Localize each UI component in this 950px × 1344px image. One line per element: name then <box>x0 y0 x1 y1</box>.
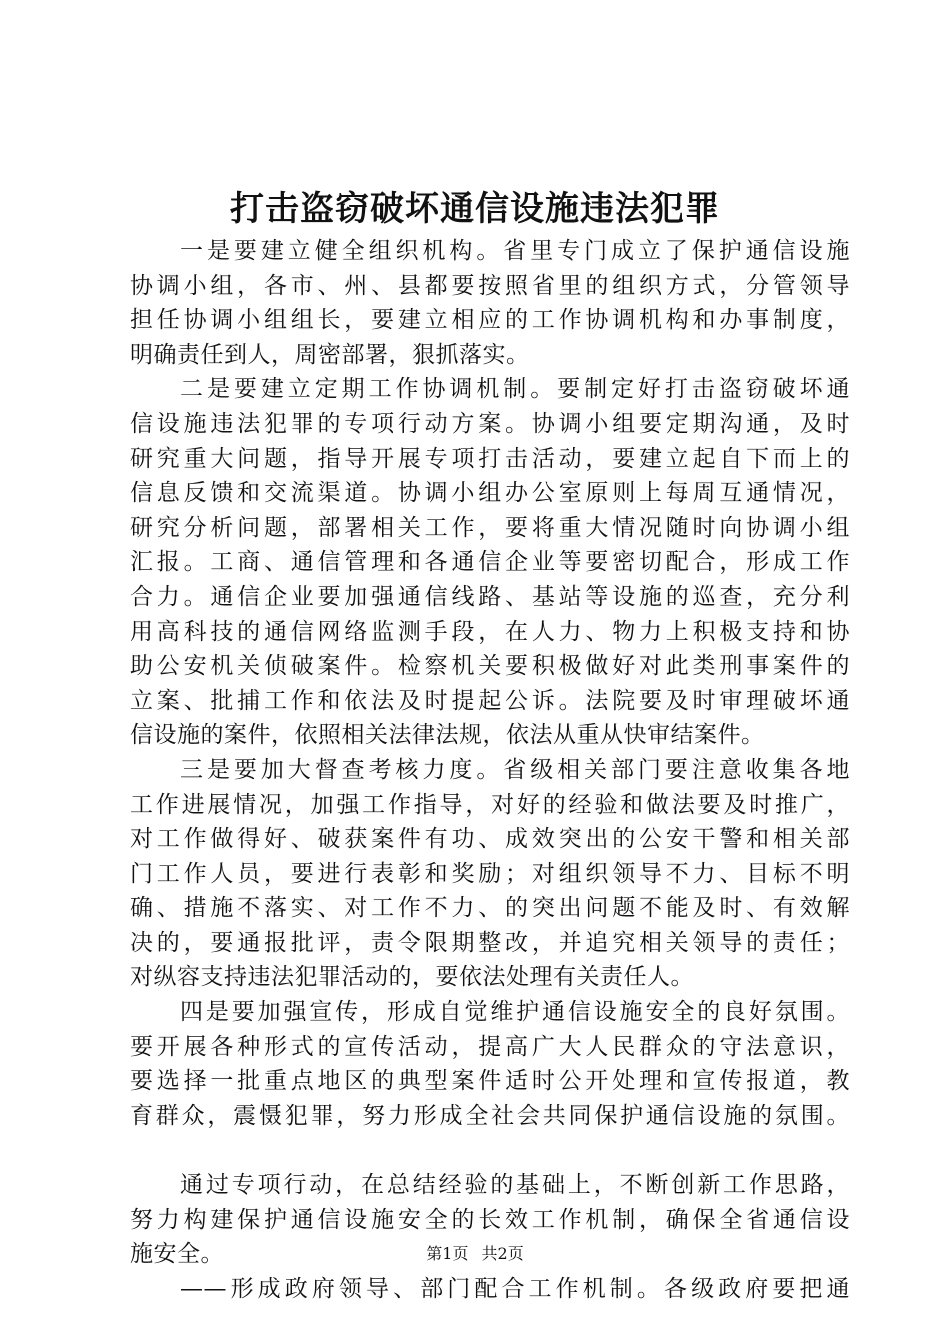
paragraph-2-line-5: 研究分析问题，部署相关工作，要将重大情况随时向协调小组 <box>130 514 850 541</box>
paragraph-3-line-4: 门工作人员，要进行表彰和奖励；对组织领导不力、目标不明 <box>130 860 850 887</box>
paragraph-2-line-10: 立案、批捕工作和依法及时提起公诉。法院要及时审理破坏通 <box>130 687 850 714</box>
paragraph-2-line-7: 合力。通信企业要加强通信线路、基站等设施的巡查，充分利 <box>130 583 850 610</box>
paragraph-3-line-2: 工作进展情况，加强工作指导，对好的经验和做法要及时推广， <box>130 791 850 818</box>
paragraph-2-line-1: 二是要建立定期工作协调机制。要制定好打击盗窃破坏通 <box>180 376 850 403</box>
page-total: 共2页 <box>481 1244 524 1263</box>
page-number: 第1页 <box>426 1244 469 1263</box>
document-body <box>130 234 850 1306</box>
paragraph-3-line-1: 三是要加大督查考核力度。省级相关部门要注意收集各地 <box>180 756 850 783</box>
paragraph-5-line-1: 通过专项行动，在总结经验的基础上，不断创新工作思路， <box>180 1172 850 1199</box>
document-title: 打击盗窃破坏通信设施违法犯罪 <box>230 189 720 229</box>
paragraph-3-line-5: 确、措施不落实、对工作不力、的突出问题不能及时、有效解 <box>130 895 850 922</box>
paragraph-1-line-4: 明确责任到人，周密部署，狠抓落实。 <box>130 341 530 368</box>
paragraph-4-line-3: 要选择一批重点地区的典型案件适时公开处理和宣传报道，教 <box>130 1068 850 1095</box>
paragraph-2-line-6: 汇报。工商、通信管理和各通信企业等要密切配合，形成工作 <box>130 549 850 576</box>
paragraph-3-line-7: 对纵容支持违法犯罪活动的，要依法处理有关责任人。 <box>130 964 694 991</box>
paragraph-2-line-8: 用高科技的通信网络监测手段，在人力、物力上积极支持和协 <box>130 618 850 645</box>
paragraph-gap <box>130 1133 850 1168</box>
page-footer <box>0 1242 950 1266</box>
paragraph-1-line-3: 担任协调小组组长，要建立相应的工作协调机构和办事制度， <box>130 307 850 334</box>
paragraph-4-line-2: 要开展各种形式的宣传活动，提高广大人民群众的守法意识， <box>130 1033 850 1060</box>
paragraph-6-line-1: ——形成政府领导、部门配合工作机制。各级政府要把通 <box>180 1275 850 1302</box>
paragraph-2-line-2: 信设施违法犯罪的专项行动方案。协调小组要定期沟通，及时 <box>130 410 850 437</box>
paragraph-3-line-3: 对工作做得好、破获案件有功、成效突出的公安干警和相关部 <box>130 826 850 853</box>
paragraph-1-line-2: 协调小组，各市、州、县都要按照省里的组织方式，分管领导 <box>130 272 850 299</box>
paragraph-1-line-1: 一是要建立健全组织机构。省里专门成立了保护通信设施 <box>180 238 850 264</box>
paragraph-4-line-1: 四是要加强宣传，形成自觉维护通信设施安全的良好氛围。 <box>180 999 850 1026</box>
paragraph-5-line-2: 努力构建保护通信设施安全的长效工作机制，确保全省通信设 <box>130 1206 850 1233</box>
paragraph-5-line-3: 施安全。 <box>130 1241 224 1268</box>
paragraph-2-line-9: 助公安机关侦破案件。检察机关要积极做好对此类刑事案件的 <box>130 653 850 680</box>
paragraph-2-line-4: 信息反馈和交流渠道。协调小组办公室原则上每周互通情况， <box>130 480 850 507</box>
paragraph-2-line-3: 研究重大问题，指导开展专项打击活动，要建立起自下而上的 <box>130 445 850 472</box>
paragraph-2-line-11: 信设施的案件，依照相关法律法规，依法从重从快审结案件。 <box>130 722 765 749</box>
paragraph-4-line-4: 育群众，震慑犯罪，努力形成全社会共同保护通信设施的氛围。 <box>130 1102 850 1129</box>
paragraph-3-line-6: 决的，要通报批评，责令限期整改，并追究相关领导的责任； <box>130 929 850 956</box>
